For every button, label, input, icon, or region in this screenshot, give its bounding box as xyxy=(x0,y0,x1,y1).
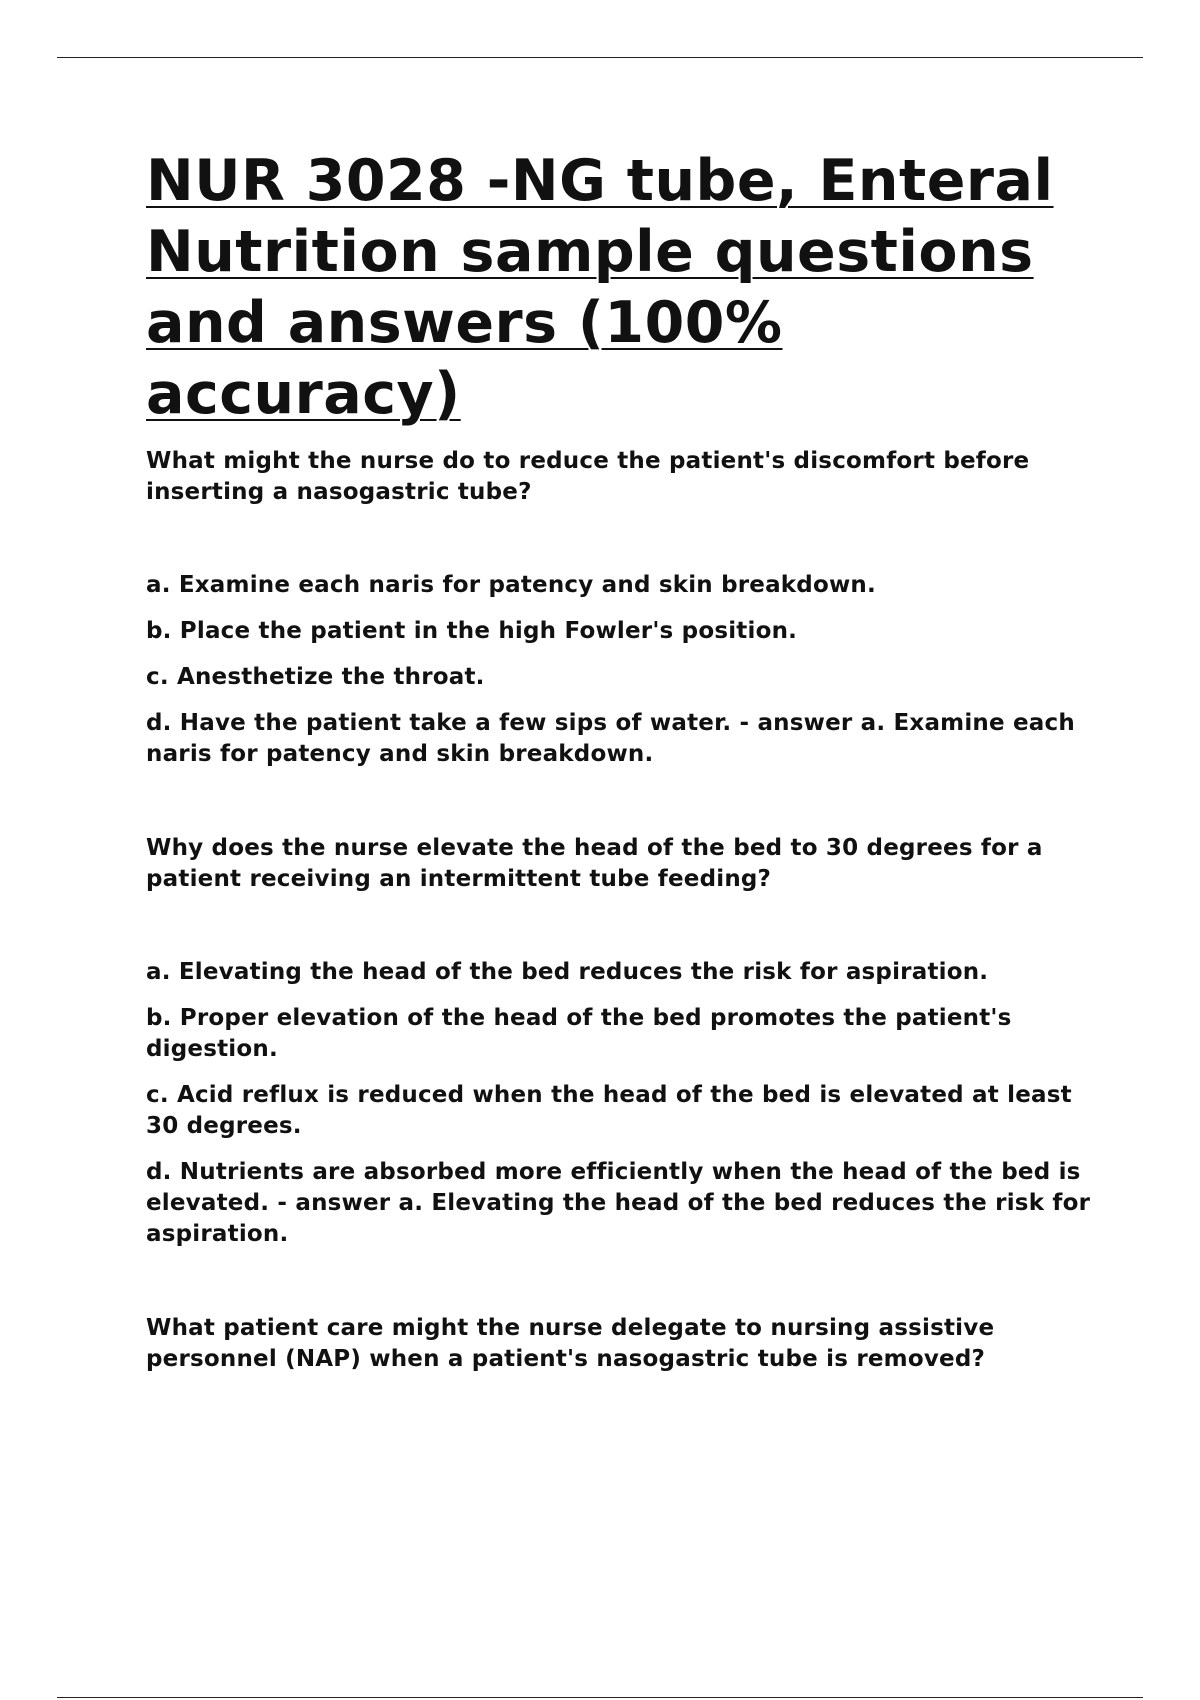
answer-option: a. Elevating the head of the bed reduces the risk for aspiration. xyxy=(146,959,989,985)
answer-option: a. Examine each naris for patency and skin breakdown. xyxy=(146,572,876,598)
document-body xyxy=(146,146,1096,1375)
question-1 xyxy=(146,446,1096,770)
question-stem: Why does the nurse elevate the head of the bed to 30 degrees for a patient receiving an intermittent tube feeding? xyxy=(146,835,1043,892)
answer-option: b. Proper elevation of the head of the bed promotes the patient's digestion. xyxy=(146,1005,1012,1062)
question-stem: What might the nurse do to reduce the patient's discomfort before inserting a nasogastric tube? xyxy=(146,448,1030,505)
answer-option: d. Have the patient take a few sips of water. - answer a. Examine each naris for patency and skin breakdown. xyxy=(146,710,1075,767)
bottom-rule xyxy=(57,1697,1143,1698)
answer-option: c. Anesthetize the throat. xyxy=(146,664,485,690)
answer-option: b. Place the patient in the high Fowler's position. xyxy=(146,618,798,644)
question-3 xyxy=(146,1313,1096,1375)
question-stem: What patient care might the nurse delegate to nursing assistive personnel (NAP) when a patient's nasogastric tube is removed? xyxy=(146,1315,995,1372)
document-title: NUR 3028 -NG tube, Enteral Nutrition sample questions and answers (100% accuracy) xyxy=(146,148,1054,427)
question-2 xyxy=(146,833,1096,1250)
answer-option: c. Acid reflux is reduced when the head of the bed is elevated at least 30 degrees. xyxy=(146,1082,1072,1139)
top-rule xyxy=(57,57,1143,58)
answer-option: d. Nutrients are absorbed more efficiently when the head of the bed is elevated. - answer a. Elevating the head of the bed reduces the risk for aspiration. xyxy=(146,1159,1091,1247)
